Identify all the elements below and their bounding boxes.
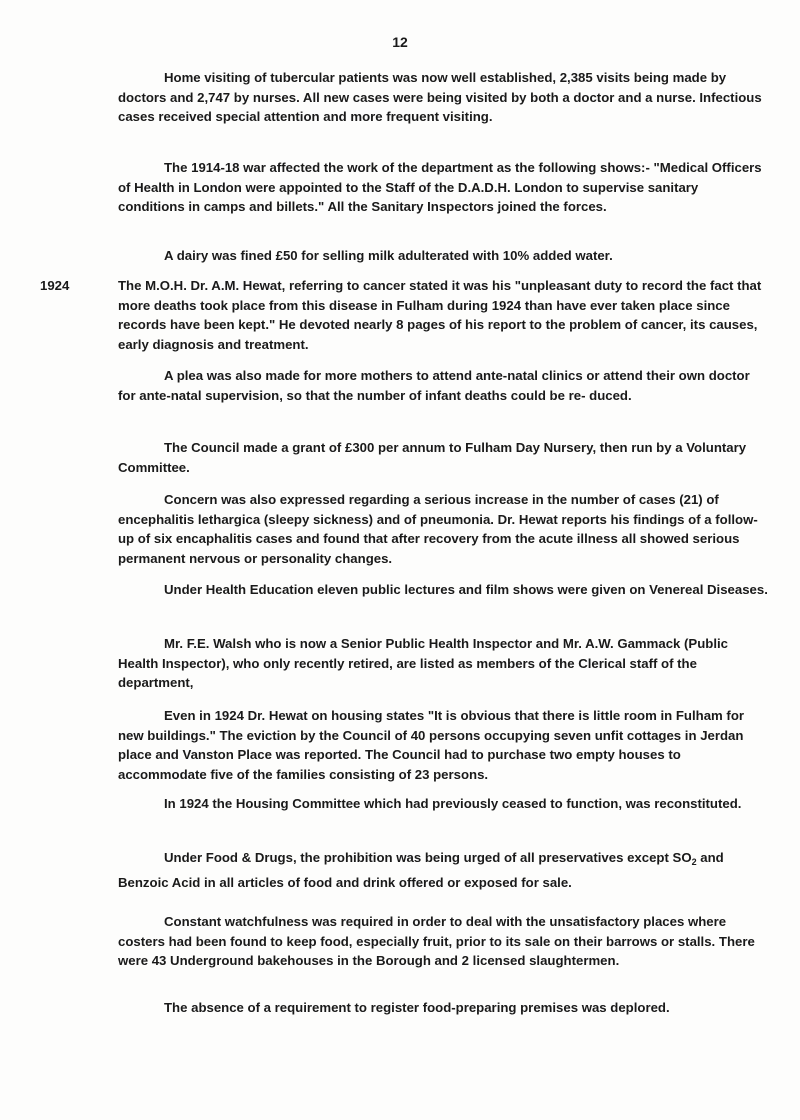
paragraph-food-drugs — [118, 848, 768, 892]
so2-subscript: 2 — [691, 857, 697, 867]
paragraph-health-education: Under Health Education eleven public lectures and film shows were given on Venereal Diseases. — [164, 582, 768, 597]
paragraph-day-nursery: The Council made a grant of £300 per annum to Fulham Day Nursery, then run by a Voluntary Committee. — [118, 440, 747, 475]
paragraph-encephalitis: Concern was also expressed regarding a serious increase in the number of cases (21) of encephalitis lethargica (sleepy sickness) and of pneumonia. Dr. Hewat reports his findings of a follow-up of six encaphalitis cases and found that after recovery from the acute illness all showed serious permanent nervous or personality changes. — [118, 492, 758, 566]
paragraph-tb-visiting: Home visiting of tubercular patients was now well established, 2,385 visits being made by doctors and 2,747 by nurses. All new cases were being visited by both a doctor and a nurse. Infectious cases received special attention and more frequent visiting. — [118, 70, 762, 124]
paragraph-ante-natal: A plea was also made for more mothers to attend ante-natal clinics or attend their own doctor for ante-natal supervision, so that the number of infant deaths could be re- duced. — [118, 368, 750, 403]
paragraph-cancer: The M.O.H. Dr. A.M. Hewat, referring to cancer stated it was his "unpleasant duty to record the fact that more deaths took place from this disease in Fulham during 1924 than have ever taken place since records have been kept." He devoted nearly 8 pages of his report to the problem of cancer, its causes, early diagnosis and treatment. — [118, 278, 762, 352]
paragraph-housing-committee: In 1924 the Housing Committee which had previously ceased to function, was reconstituted. — [164, 796, 742, 811]
page-number: 12 — [392, 34, 408, 50]
paragraph-costers: Constant watchfulness was required in order to deal with the unsatisfactory places where costers had been found to keep food, especially fruit, prior to its sale on their barrows or stalls. There were 43 Underground bakehouses in the Borough and 2 licensed slaughtermen. — [118, 914, 755, 968]
year-marker: 1924 — [40, 278, 70, 293]
food-drugs-tail: and Benzoic Acid in all articles of food and drink offered or exposed for sale. — [118, 850, 724, 890]
food-drugs-lead: Under Food & Drugs, the prohibition was being urged of all preservatives except SO — [164, 850, 692, 865]
paragraph-dairy-fine: A dairy was fined £50 for selling milk adulterated with 10% added water. — [164, 248, 613, 263]
paragraph-clerical-staff: Mr. F.E. Walsh who is now a Senior Public Health Inspector and Mr. A.W. Gammack (Public Health Inspector), who only recently retired, are listed as members of the Clerical staff of the department, — [118, 636, 728, 690]
paragraph-registration: The absence of a requirement to register food-preparing premises was deplored. — [164, 1000, 670, 1015]
paragraph-housing: Even in 1924 Dr. Hewat on housing states "It is obvious that there is little room in Fulham for new buildings." The eviction by the Council of 40 persons occupying seven unfit cottages in Jerdan place and Vanston Place was reported. The Council had to purchase two empty houses to accommodate five of the families consisting of 23 persons. — [118, 708, 745, 782]
paragraph-war-effect: The 1914-18 war affected the work of the department as the following shows:- "Medical Officers of Health in London were appointed to the Staff of the D.A.D.H. London to supervise sanitary conditions in camps and billets." All the Sanitary Inspectors joined the forces. — [118, 160, 762, 214]
